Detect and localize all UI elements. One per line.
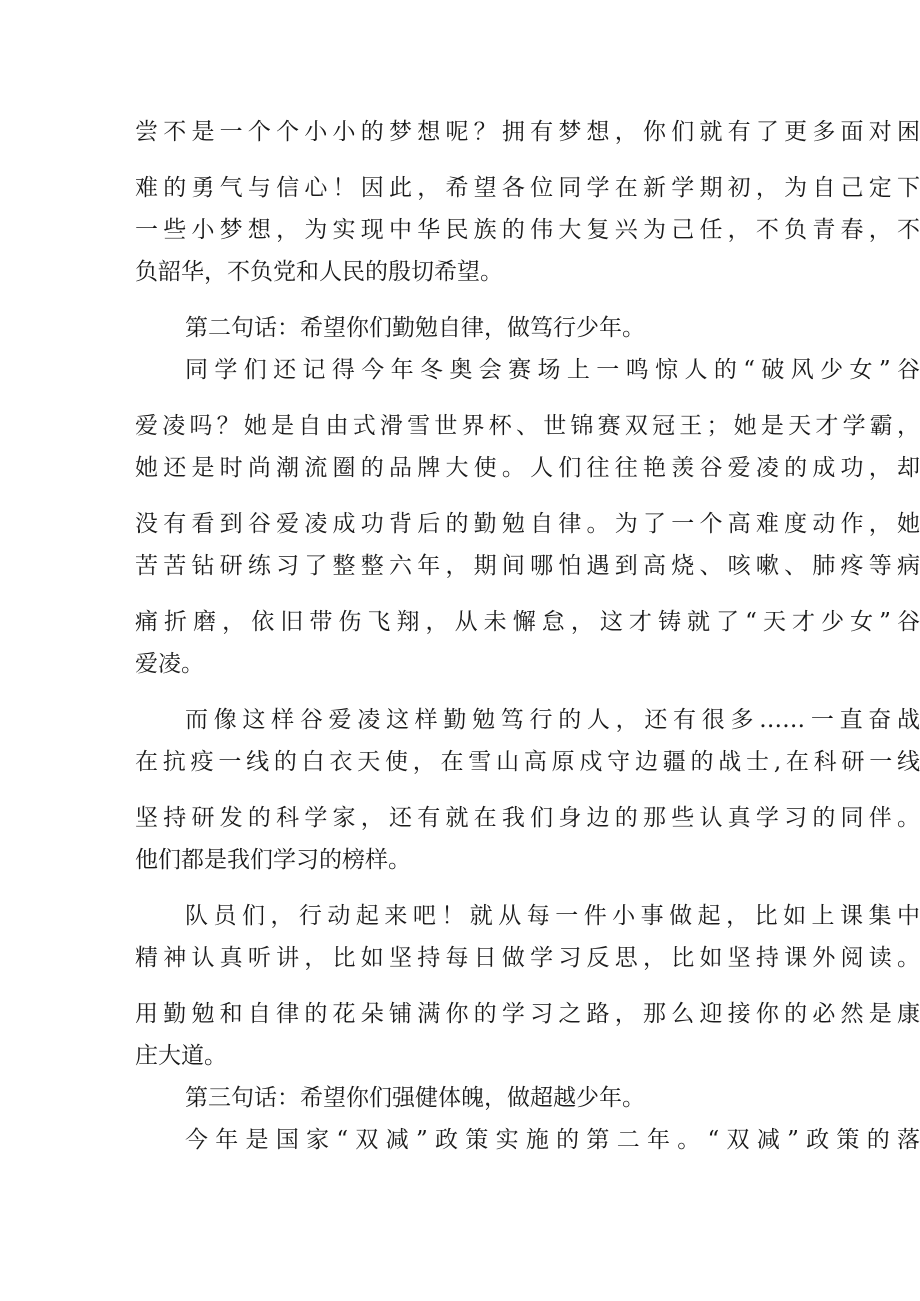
paragraph-2-line-3: 她还是时尚潮流圈的品牌大使。人们往往艳羡谷爱凌的成功，却 [135, 455, 920, 481]
paragraph-2-line-2: 爱凌吗？她是自由式滑雪世界杯、世锦赛双冠王；她是天才学霸， [135, 413, 920, 439]
paragraph-2-line-7: 爱凌。 [135, 651, 204, 677]
section-heading-3: 第三句话：希望你们强健体魄，做超越少年。 [185, 1085, 645, 1111]
paragraph-2-line-4: 没有看到谷爱凌成功背后的勤勉自律。为了一个高难度动作，她 [135, 511, 920, 537]
section-heading-2: 第二句话：希望你们勤勉自律，做笃行少年。 [185, 315, 645, 341]
paragraph-1-line-3: 一些小梦想，为实现中华民族的伟大复兴为己任，不负青春，不 [135, 217, 920, 243]
paragraph-1-line-2: 难的勇气与信心！因此，希望各位同学在新学期初，为自己定下 [135, 175, 920, 201]
paragraph-4-line-1: 队员们，行动起来吧！就从每一件小事做起，比如上课集中 [185, 903, 920, 929]
paragraph-1-line-1: 尝不是一个个小小的梦想呢？拥有梦想，你们就有了更多面对困 [135, 119, 920, 145]
paragraph-2-line-5: 苦苦钻研练习了整整六年，期间哪怕遇到高烧、咳嗽、肺疼等病 [135, 553, 920, 579]
paragraph-2-line-1: 同学们还记得今年冬奥会赛场上一鸣惊人的“破风少女”谷 [185, 357, 920, 383]
paragraph-3-line-2: 在抗疫一线的白衣天使，在雪山高原戍守边疆的战士,在科研一线 [135, 749, 920, 775]
paragraph-1-line-4: 负韶华，不负党和人民的殷切希望。 [135, 259, 503, 285]
paragraph-2-line-6: 痛折磨，依旧带伤飞翔，从未懈怠，这才铸就了“天才少女”谷 [135, 609, 920, 635]
paragraph-4-line-3: 用勤勉和自律的花朵铺满你的学习之路，那么迎接你的必然是康 [135, 1001, 920, 1027]
paragraph-5-line-1: 今年是国家“双减”政策实施的第二年。“双减”政策的落 [185, 1127, 920, 1153]
paragraph-4-line-4: 庄大道。 [135, 1043, 227, 1069]
paragraph-3-line-1: 而像这样谷爱凌这样勤勉笃行的人，还有很多……一直奋战 [185, 707, 920, 733]
paragraph-4-line-2: 精神认真听讲，比如坚持每日做学习反思，比如坚持课外阅读。 [135, 945, 920, 971]
paragraph-3-line-3: 坚持研发的科学家，还有就在我们身边的那些认真学习的同伴。 [135, 805, 920, 831]
paragraph-3-line-4: 他们都是我们学习的榜样。 [135, 847, 411, 873]
